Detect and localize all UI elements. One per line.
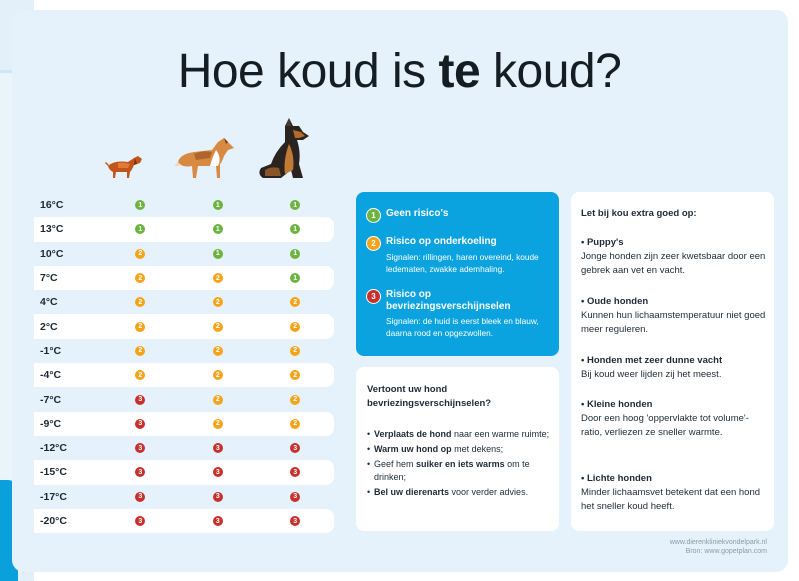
table-row <box>34 363 334 387</box>
risk-cell <box>257 419 334 429</box>
list-item: • Honden met zeer dunne vacht Bij koud weer lijden zij het meest. <box>581 355 723 380</box>
risk-cell <box>257 322 334 332</box>
frostbite-advice-list <box>367 428 555 501</box>
frostbite-advice-box <box>356 367 559 531</box>
risk-level-badge: 2 <box>135 322 145 332</box>
list-item: • Geef hem suiker en iets warms om te drinken; <box>367 458 555 484</box>
risk-level-badge: 3 <box>290 516 300 526</box>
table-row <box>34 193 334 217</box>
risk-cell <box>179 273 256 283</box>
table-row <box>34 266 334 290</box>
risk-cell <box>257 395 334 405</box>
temperature-label: 2°C <box>40 320 58 333</box>
risk-cell <box>102 249 179 259</box>
risk-cell <box>257 200 334 210</box>
list-item: • Lichte honden Minder lichaamsvet betekent dat een hond het sneller koud heeft. <box>581 473 761 512</box>
temperature-label: -15°C <box>40 466 67 479</box>
risk-cell <box>257 297 334 307</box>
risk-level-badge: 1 <box>135 200 145 210</box>
risk-level-badge: 3 <box>135 492 145 502</box>
list-item: • Kleine honden Door een hoog 'oppervlakte tot volume'-ratio, verliezen ze sneller warmte. <box>581 399 749 438</box>
legend-title: Risico op bevriezingsverschijnselen <box>386 289 511 312</box>
table-row <box>34 217 334 241</box>
temperature-label: 10°C <box>40 247 64 260</box>
frostbite-advice-title: Vertoont uw hond bevriezingsverschijnselen? <box>367 384 492 409</box>
page-title: Hoe koud is te koud? <box>177 45 622 98</box>
risk-cell <box>257 249 334 259</box>
risk-level-badge: 2 <box>135 273 145 283</box>
legend-description: Signalen: de huid is eerst bleek en blauw, daarna rood en opgezwollen. <box>386 316 539 338</box>
table-row <box>34 314 334 338</box>
temperature-label: -1°C <box>40 344 62 357</box>
risk-cell <box>102 467 179 477</box>
level-2-badge: 2 <box>366 236 381 251</box>
legend-item-no-risk <box>366 208 448 223</box>
table-row <box>34 412 334 436</box>
extra-attention-box <box>571 192 774 531</box>
risk-level-badge: 2 <box>135 297 145 307</box>
legend-title: Geen risico's <box>386 208 449 219</box>
risk-level-badge: 2 <box>290 370 300 380</box>
risk-cell <box>102 200 179 210</box>
risk-level-badge: 2 <box>213 395 223 405</box>
table-row <box>34 436 334 460</box>
risk-level-badge: 2 <box>213 297 223 307</box>
risk-level-badge: 2 <box>290 346 300 356</box>
risk-cell <box>179 419 256 429</box>
risk-level-badge: 1 <box>290 224 300 234</box>
risk-level-badge: 2 <box>213 273 223 283</box>
risk-cell <box>102 346 179 356</box>
risk-cell <box>102 297 179 307</box>
risk-cell <box>102 492 179 502</box>
risk-level-badge: 3 <box>290 492 300 502</box>
risk-level-badge: 2 <box>213 419 223 429</box>
risk-level-badge: 1 <box>135 224 145 234</box>
risk-level-badge: 1 <box>213 249 223 259</box>
risk-level-badge: 2 <box>213 370 223 380</box>
risk-level-badge: 2 <box>213 322 223 332</box>
risk-level-badge: 3 <box>213 467 223 477</box>
risk-cell <box>257 224 334 234</box>
risk-cell <box>257 443 334 453</box>
risk-cell <box>257 492 334 502</box>
legend-item-frostbite <box>366 289 556 339</box>
risk-cell <box>257 370 334 380</box>
risk-level-badge: 2 <box>213 346 223 356</box>
temperature-label: -9°C <box>40 417 62 430</box>
temperature-label: 13°C <box>40 223 64 236</box>
risk-cell <box>102 273 179 283</box>
table-row <box>34 339 334 363</box>
risk-level-badge: 3 <box>213 492 223 502</box>
legend-description: Signalen: rillingen, haren overeind, koude ledematen, zwakke ademhaling. <box>386 252 539 274</box>
risk-level-badge: 3 <box>290 467 300 477</box>
table-row <box>34 485 334 509</box>
source-credit: Bron: www.gopetplan.com <box>685 548 767 555</box>
risk-cell <box>179 200 256 210</box>
temperature-label: -4°C <box>40 369 62 382</box>
risk-level-badge: 3 <box>135 467 145 477</box>
list-item: • Puppy's Jonge honden zijn zeer kwetsbaar door een gebrek aan vet en vacht. <box>581 237 766 276</box>
risk-level-badge: 2 <box>290 395 300 405</box>
risk-cell <box>102 322 179 332</box>
risk-level-badge: 1 <box>290 200 300 210</box>
level-1-badge: 1 <box>366 208 381 223</box>
collie-icon <box>172 136 238 180</box>
risk-level-badge: 2 <box>290 322 300 332</box>
risk-legend <box>356 192 559 356</box>
extra-attention-title: Let bij kou extra goed op: <box>581 208 697 219</box>
website-credit: www.dierenkliniekvondelpark.nl <box>669 539 767 546</box>
risk-cell <box>102 370 179 380</box>
risk-cell <box>179 322 256 332</box>
legend-item-hypothermia <box>366 236 556 275</box>
list-item: • Verplaats de hond naar een warme ruimte; <box>367 428 555 441</box>
table-row <box>34 290 334 314</box>
risk-cell <box>102 443 179 453</box>
risk-cell <box>179 297 256 307</box>
risk-level-badge: 1 <box>290 273 300 283</box>
risk-level-badge: 1 <box>213 200 223 210</box>
risk-cell <box>179 224 256 234</box>
temperature-label: 7°C <box>40 272 58 285</box>
temperature-label: -7°C <box>40 393 62 406</box>
risk-cell <box>257 467 334 477</box>
risk-cell <box>102 516 179 526</box>
table-row <box>34 242 334 266</box>
temperature-label: -20°C <box>40 515 67 527</box>
german-shepherd-icon <box>255 116 313 180</box>
credits <box>670 538 767 556</box>
list-item: • Warm uw hond op met dekens; <box>367 443 555 456</box>
risk-level-badge: 1 <box>213 224 223 234</box>
risk-level-badge: 2 <box>135 346 145 356</box>
level-3-badge: 3 <box>366 289 381 304</box>
risk-level-badge: 3 <box>213 443 223 453</box>
risk-cell <box>179 370 256 380</box>
risk-level-badge: 3 <box>135 395 145 405</box>
risk-level-badge: 3 <box>135 443 145 453</box>
list-item: • Oude honden Kunnen hun lichaamstemperatuur niet goed meer reguleren. <box>581 296 766 335</box>
risk-cell <box>179 516 256 526</box>
risk-level-badge: 3 <box>213 516 223 526</box>
risk-cell <box>257 346 334 356</box>
risk-cell <box>257 273 334 283</box>
legend-title: Risico op onderkoeling <box>386 236 497 247</box>
risk-cell <box>179 443 256 453</box>
risk-level-badge: 2 <box>135 249 145 259</box>
temperature-label: -12°C <box>40 442 67 455</box>
risk-cell <box>179 492 256 502</box>
risk-cell <box>102 419 179 429</box>
risk-cell <box>102 395 179 405</box>
temperature-label: 16°C <box>40 199 64 212</box>
risk-level-badge: 2 <box>135 370 145 380</box>
risk-level-badge: 3 <box>135 516 145 526</box>
risk-level-badge: 3 <box>290 443 300 453</box>
risk-level-badge: 2 <box>290 297 300 307</box>
risk-cell <box>179 249 256 259</box>
risk-cell <box>257 516 334 526</box>
risk-level-badge: 3 <box>135 419 145 429</box>
risk-level-badge: 1 <box>290 249 300 259</box>
risk-cell <box>179 395 256 405</box>
table-row <box>34 387 334 411</box>
risk-cell <box>179 467 256 477</box>
risk-level-badge: 2 <box>290 419 300 429</box>
temperature-label: 4°C <box>40 296 58 309</box>
list-item: • Bel uw dierenarts voor verder advies. <box>367 486 555 499</box>
risk-cell <box>179 346 256 356</box>
table-row <box>34 509 334 533</box>
table-row <box>34 460 334 484</box>
temperature-label: -17°C <box>40 490 67 503</box>
dachshund-icon <box>104 150 144 180</box>
temperature-table <box>34 193 334 533</box>
risk-cell <box>102 224 179 234</box>
